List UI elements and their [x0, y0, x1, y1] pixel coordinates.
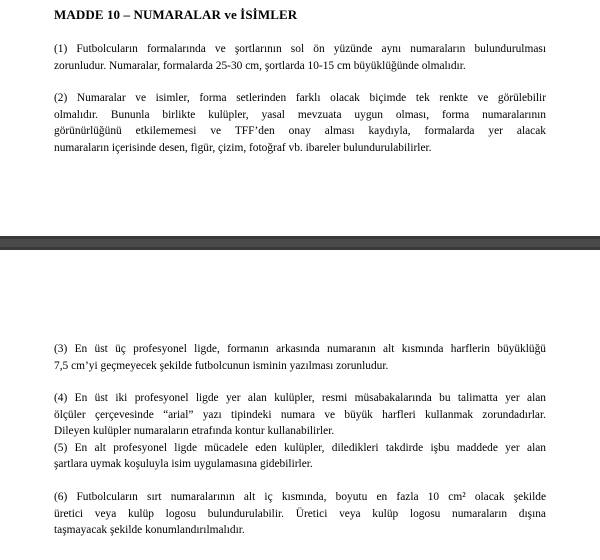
page-separator — [0, 236, 600, 250]
paragraph-line: zorunludur. Numaralar, formalarda 25-30 cm, şortlarda 10-15 cm büyüklüğünde olmalıdır. — [54, 59, 466, 72]
paragraph-line: numaraların içerisinde desen, figür, çizim, fotoğraf vb. ibareler bulundurulabilirler. — [54, 141, 432, 154]
paragraph-line: (6) Futbolcuların sırt numaralarının alt iç kısmında, boyutu en fazla 10 cm² olacak şekilde — [54, 491, 546, 503]
paragraph-line: (5) En alt profesyonel ligde mücadele eden kulüpler, diledikleri takdirde işbu maddede yer alan — [54, 441, 546, 454]
paragraph-line: (1) Futbolcuların formalarında ve şortlarının sol ön yüzünde aynı numaraların bulundurulması — [54, 43, 546, 55]
paragraph-6 — [54, 489, 546, 539]
paragraph-line: taşmayacak şekilde konumlandırılmalıdır. — [54, 524, 245, 536]
paragraph-line: olmalıdır. Bununla birlikte kulüpler, yasal mevzuata uygun olması, forma numaralarının — [54, 108, 546, 121]
paragraph-1 — [54, 41, 546, 74]
paragraph-3 — [54, 341, 546, 374]
paragraph-line: görünürlüğünü etkilememesi ve TFF’den onay alması kaydıyla, formalarda yer alacak — [54, 125, 546, 137]
paragraph-line: (2) Numaralar ve isimler, forma setlerinden farklı olacak biçimde tek renkte ve görülebilir — [54, 92, 546, 104]
article-heading: MADDE 10 – NUMARALAR ve İSİMLER — [54, 7, 298, 22]
paragraph-line: Dileyen kulüpler numaraların etrafında kontur kullanabilirler. — [54, 425, 335, 437]
paragraph-line: üretici veya kulüp logosu bulundurulabilir. Üretici veya kulüp logosu numaraların dışına — [54, 507, 546, 520]
paragraph-line: ölçüler çerçevesinde “arial” yazı tipindeki numara ve büyük harfleri kullanmak zorundadırlar. — [54, 408, 546, 421]
document-page-top — [0, 0, 600, 236]
paragraph-line: şartlara uymak koşuluyla isim uygulamasına gidebilirler. — [54, 458, 313, 470]
page-separator-band — [0, 239, 600, 247]
paragraph-4-5 — [54, 390, 546, 473]
paragraph-line: (4) En üst iki profesyonel ligde yer alan kulüpler, resmi müsabakalarında bu talimatta yer alan — [54, 392, 546, 404]
paragraph-line: (3) En üst üç profesyonel ligde, formanın arkasında numaranın alt kısmında harflerin büyüklüğü — [54, 343, 546, 355]
paragraph-line: 7,5 cm’yi geçmeyecek şekilde futbolcunun isminin yazılması zorunludur. — [54, 359, 389, 372]
paragraph-2 — [54, 90, 546, 156]
document-page-bottom — [0, 250, 600, 560]
